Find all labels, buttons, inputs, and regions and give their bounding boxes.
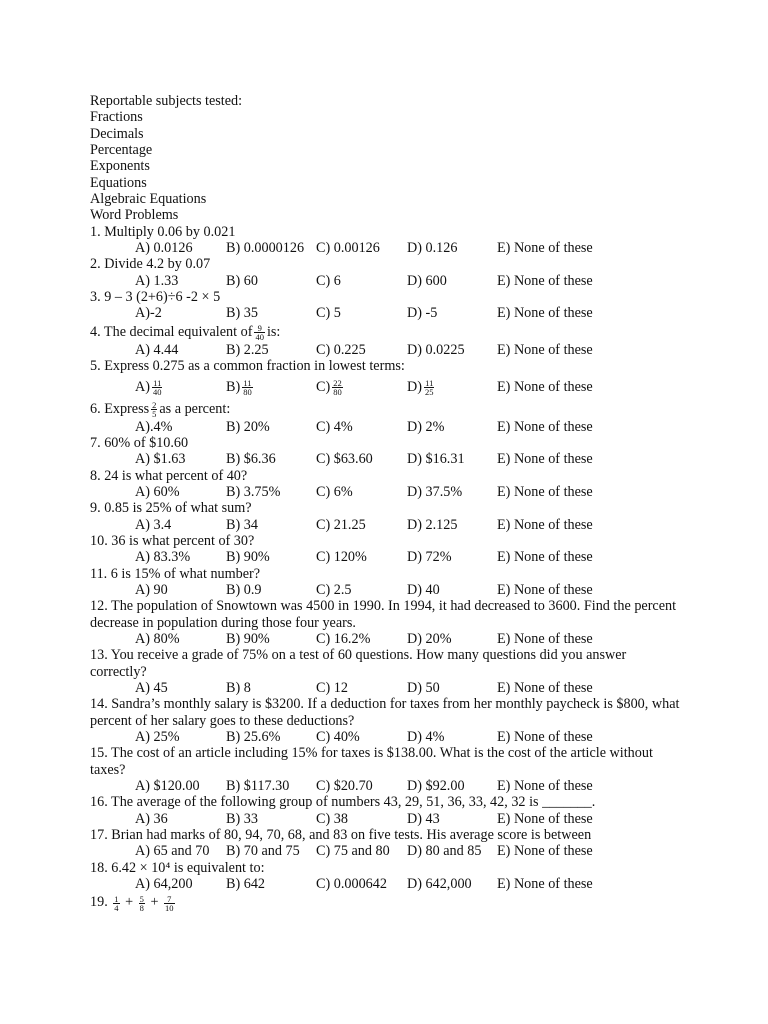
- answer-option: B) 34: [226, 516, 258, 533]
- answer-options: [90, 811, 710, 827]
- answer-option: A) 90: [135, 581, 168, 598]
- question-17: [90, 827, 710, 860]
- answer-option: B) 70 and 75: [226, 843, 300, 860]
- fraction: [242, 379, 253, 396]
- answer-option: C) 6: [316, 272, 341, 289]
- question-text: 13. You receive a grade of 75% on a test of 60 questions. How many questions did you answer: [90, 647, 627, 664]
- question-1: [90, 224, 710, 257]
- answer-options: [90, 549, 710, 565]
- answer-option: B) 25.6%: [226, 729, 281, 746]
- question-8: [90, 468, 710, 501]
- denominator: 80: [243, 386, 252, 397]
- answer-option: A) 25%: [135, 729, 180, 746]
- question-7: [90, 435, 710, 468]
- answer-options: [90, 582, 710, 598]
- answer-option: B) 35: [226, 305, 258, 322]
- answer-option: A)-2: [135, 305, 162, 322]
- question-12: [90, 598, 710, 647]
- question-18: [90, 860, 710, 893]
- question-text: 16. The average of the following group of numbers 43, 29, 51, 36, 33, 42, 32 is _______.: [90, 794, 596, 811]
- answer-option: E) None of these: [497, 549, 593, 566]
- answer-options: [90, 876, 710, 892]
- question-15: [90, 745, 710, 794]
- question-11: [90, 566, 710, 599]
- answer-option: D) 43: [407, 810, 440, 827]
- answer-option: E) None of these: [497, 305, 593, 322]
- answer-option: C) 40%: [316, 729, 360, 746]
- answer-option: D) 600: [407, 272, 447, 289]
- answer-option: A) 83.3%: [135, 549, 191, 566]
- answer-options: [90, 631, 710, 647]
- numerator: 11: [425, 377, 434, 388]
- question-5: [90, 358, 710, 398]
- answer-options: [90, 680, 710, 696]
- answer-option: E) None of these: [497, 516, 593, 533]
- question-number: 19.: [90, 894, 108, 911]
- answer-option: B) $6.36: [226, 451, 276, 468]
- question-9: [90, 500, 710, 533]
- question-16: [90, 794, 710, 827]
- denominator: 40: [255, 332, 264, 343]
- fraction: [254, 324, 265, 341]
- plus-sign: +: [150, 894, 159, 911]
- answer-option: C) 75 and 80: [316, 843, 390, 860]
- answer-options: [90, 778, 710, 794]
- answer-option: E) None of these: [497, 378, 593, 395]
- answer-option: C) $63.60: [316, 451, 373, 468]
- answer-option: D) 50: [407, 680, 440, 696]
- answer-option: A) 65 and 70: [135, 843, 210, 860]
- question-text: 18. 6.42 × 10⁴ is equivalent to:: [90, 859, 265, 876]
- numerator: 2: [152, 399, 157, 410]
- answer-option: E) None of these: [497, 418, 593, 435]
- question-text: taxes?: [90, 761, 126, 778]
- answer-options: [90, 240, 710, 256]
- question-text: correctly?: [90, 663, 147, 680]
- answer-option: [407, 375, 436, 399]
- answer-option: E) None of these: [497, 810, 593, 827]
- question-text: [90, 399, 710, 419]
- answer-option: D) 0.0225: [407, 341, 465, 358]
- question-text: 11. 6 is 15% of what number?: [90, 565, 261, 582]
- answer-option: E) None of these: [497, 729, 593, 746]
- numerator: 22: [333, 377, 342, 388]
- answer-option: E) None of these: [497, 240, 593, 257]
- answer-option: B) 3.75%: [226, 483, 281, 500]
- answer-options: [90, 342, 710, 358]
- answer-option: C) 12: [316, 680, 348, 696]
- answer-option: E) None of these: [497, 581, 593, 598]
- option-label: B): [226, 378, 241, 395]
- answer-option: B) 60: [226, 272, 258, 289]
- question-text: 7. 60% of $10.60: [90, 434, 189, 451]
- answer-option: C) 120%: [316, 549, 367, 566]
- denominator: 5: [152, 408, 157, 419]
- answer-option: [226, 375, 255, 399]
- answer-option: B) 90%: [226, 549, 270, 566]
- question-text: [90, 322, 710, 342]
- fraction: $\frac{1}{4}$: [114, 893, 119, 913]
- answer-options: [90, 375, 710, 399]
- answer-option: E) None of these: [497, 483, 593, 500]
- answer-option: A) 4.44: [135, 341, 179, 358]
- question-text: 14. Sandra’s monthly salary is $3200. If a deduction for taxes from her monthly paycheck is $800, what: [90, 696, 680, 713]
- answer-option: D) 2.125: [407, 516, 458, 533]
- question-19: [90, 892, 710, 912]
- answer-option: E) None of these: [497, 778, 593, 795]
- fraction: [424, 379, 435, 396]
- worksheet: [90, 93, 710, 912]
- question-suffix: as a percent:: [159, 400, 231, 417]
- answer-option: D) 642,000: [407, 876, 472, 893]
- answer-option: C) $20.70: [316, 778, 373, 795]
- answer-option: D) 80 and 85: [407, 843, 482, 860]
- answer-options: [90, 843, 710, 859]
- answer-option: D) 40: [407, 581, 440, 598]
- question-text: 9. 0.85 is 25% of what sum?: [90, 500, 252, 517]
- answer-options: [90, 729, 710, 745]
- answer-option: E) None of these: [497, 876, 593, 893]
- answer-option: A) 64,200: [135, 876, 193, 893]
- answer-option: C) 0.225: [316, 341, 366, 358]
- answer-option: A) $120.00: [135, 778, 200, 795]
- answer-option: D) 4%: [407, 729, 445, 746]
- answer-option: C) 21.25: [316, 516, 366, 533]
- numerator: 11: [243, 377, 252, 388]
- answer-option: D) -5: [407, 305, 438, 322]
- answer-option: A) $1.63: [135, 451, 186, 468]
- answer-option: A) 36: [135, 810, 168, 827]
- answer-option: C) 16.2%: [316, 630, 371, 647]
- answer-option: [135, 375, 164, 399]
- answer-option: B) 20%: [226, 418, 270, 435]
- answer-option: C) 2.5: [316, 581, 352, 598]
- answer-option: B) 90%: [226, 630, 270, 647]
- questions-list: [90, 224, 710, 893]
- question-2: [90, 256, 710, 289]
- fraction: [152, 379, 163, 396]
- subject-item: Percentage: [90, 142, 153, 159]
- answer-option: B) 33: [226, 810, 258, 827]
- answer-options: [90, 484, 710, 500]
- question-text: 12. The population of Snowtown was 4500 in 1990. In 1994, it had decreased to 3600. Find the percent: [90, 598, 677, 615]
- subject-item: Algebraic Equations: [90, 191, 207, 208]
- answer-option: [316, 375, 345, 399]
- answer-option: C) 4%: [316, 418, 353, 435]
- plus-sign: +: [125, 894, 134, 911]
- answer-options: [90, 419, 710, 435]
- question-text: 2. Divide 4.2 by 0.07: [90, 256, 211, 273]
- question-text: decrease in population during those four years.: [90, 614, 356, 631]
- question-3: [90, 289, 710, 322]
- question-suffix: is:: [266, 323, 281, 340]
- fraction: [151, 401, 157, 418]
- answer-option: E) None of these: [497, 272, 593, 289]
- fraction: $\frac{5}{8}$: [139, 893, 144, 913]
- denominator: 25: [424, 386, 434, 397]
- answer-option: C) 38: [316, 810, 348, 827]
- answer-option: D) 72%: [407, 549, 452, 566]
- question-14: [90, 696, 710, 745]
- answer-option: B) 2.25: [226, 341, 269, 358]
- answer-option: D) 37.5%: [407, 483, 463, 500]
- question-4: [90, 322, 710, 358]
- subjects-heading: Reportable subjects tested:: [90, 93, 243, 109]
- answer-option: B) 642: [226, 876, 266, 893]
- answer-option: A).4%: [135, 418, 173, 435]
- option-label: D): [407, 378, 422, 395]
- answer-option: A) 1.33: [135, 272, 179, 289]
- question-6: [90, 399, 710, 435]
- option-label: A): [135, 378, 150, 395]
- answer-option: C) 6%: [316, 483, 353, 500]
- answer-options: [90, 517, 710, 533]
- question-text: percent of her salary goes to these deductions?: [90, 712, 355, 729]
- answer-option: E) None of these: [497, 630, 593, 647]
- subject-item: Exponents: [90, 158, 150, 175]
- subjects-section: [90, 93, 710, 224]
- answer-option: B) 0.9: [226, 581, 262, 598]
- answer-options: [90, 273, 710, 289]
- question-text: 15. The cost of an article including 15% for taxes is $138.00. What is the cost of the article without: [90, 745, 653, 762]
- answer-option: D) 20%: [407, 630, 452, 647]
- question-prefix: 6. Express: [90, 400, 150, 417]
- question-text: 3. 9 – 3 (2+6)÷6 -2 × 5: [90, 289, 221, 306]
- answer-option: B) 8: [226, 680, 251, 696]
- numerator: 9: [254, 324, 265, 333]
- answer-option: C) 0.00126: [316, 240, 380, 257]
- question-10: [90, 533, 710, 566]
- denominator: 40: [152, 386, 162, 397]
- answer-option: C) 0.000642: [316, 876, 387, 893]
- option-label: C): [316, 378, 331, 395]
- answer-option: E) None of these: [497, 451, 593, 468]
- fraction: $\frac{7}{10}$: [165, 893, 174, 913]
- question-text: 5. Express 0.275 as a common fraction in lowest terms:: [90, 358, 405, 375]
- question-prefix: 4. The decimal equivalent of: [90, 323, 253, 340]
- answer-option: A) 45: [135, 680, 168, 696]
- subject-item: Fractions: [90, 109, 143, 126]
- subject-item: Decimals: [90, 125, 144, 142]
- fraction: [332, 379, 343, 396]
- question-text: 8. 24 is what percent of 40?: [90, 467, 248, 484]
- question-13: [90, 647, 710, 696]
- subject-item: Equations: [90, 174, 147, 191]
- question-text: 10. 36 is what percent of 30?: [90, 532, 255, 549]
- answer-option: D) 0.126: [407, 240, 458, 257]
- answer-option: A) 3.4: [135, 516, 172, 533]
- denominator: 80: [333, 386, 342, 397]
- answer-option: C) 5: [316, 305, 341, 322]
- answer-option: A) 80%: [135, 630, 180, 647]
- answer-options: [90, 305, 710, 321]
- answer-option: A) 0.0126: [135, 240, 193, 257]
- subject-item: Word Problems: [90, 207, 179, 224]
- answer-option: D) $92.00: [407, 778, 465, 795]
- answer-option: E) None of these: [497, 341, 593, 358]
- question-text: 17. Brian had marks of 80, 94, 70, 68, and 83 on five tests. His average score is between: [90, 827, 592, 844]
- numerator: 11: [153, 377, 162, 388]
- answer-option: B) 0.0000126: [226, 240, 305, 257]
- answer-option: D) $16.31: [407, 451, 465, 468]
- answer-option: E) None of these: [497, 680, 593, 696]
- question-text: 1. Multiply 0.06 by 0.021: [90, 223, 236, 240]
- answer-options: [90, 451, 710, 467]
- answer-option: E) None of these: [497, 843, 593, 860]
- answer-option: A) 60%: [135, 483, 180, 500]
- answer-option: D) 2%: [407, 418, 445, 435]
- answer-option: B) $117.30: [226, 778, 290, 795]
